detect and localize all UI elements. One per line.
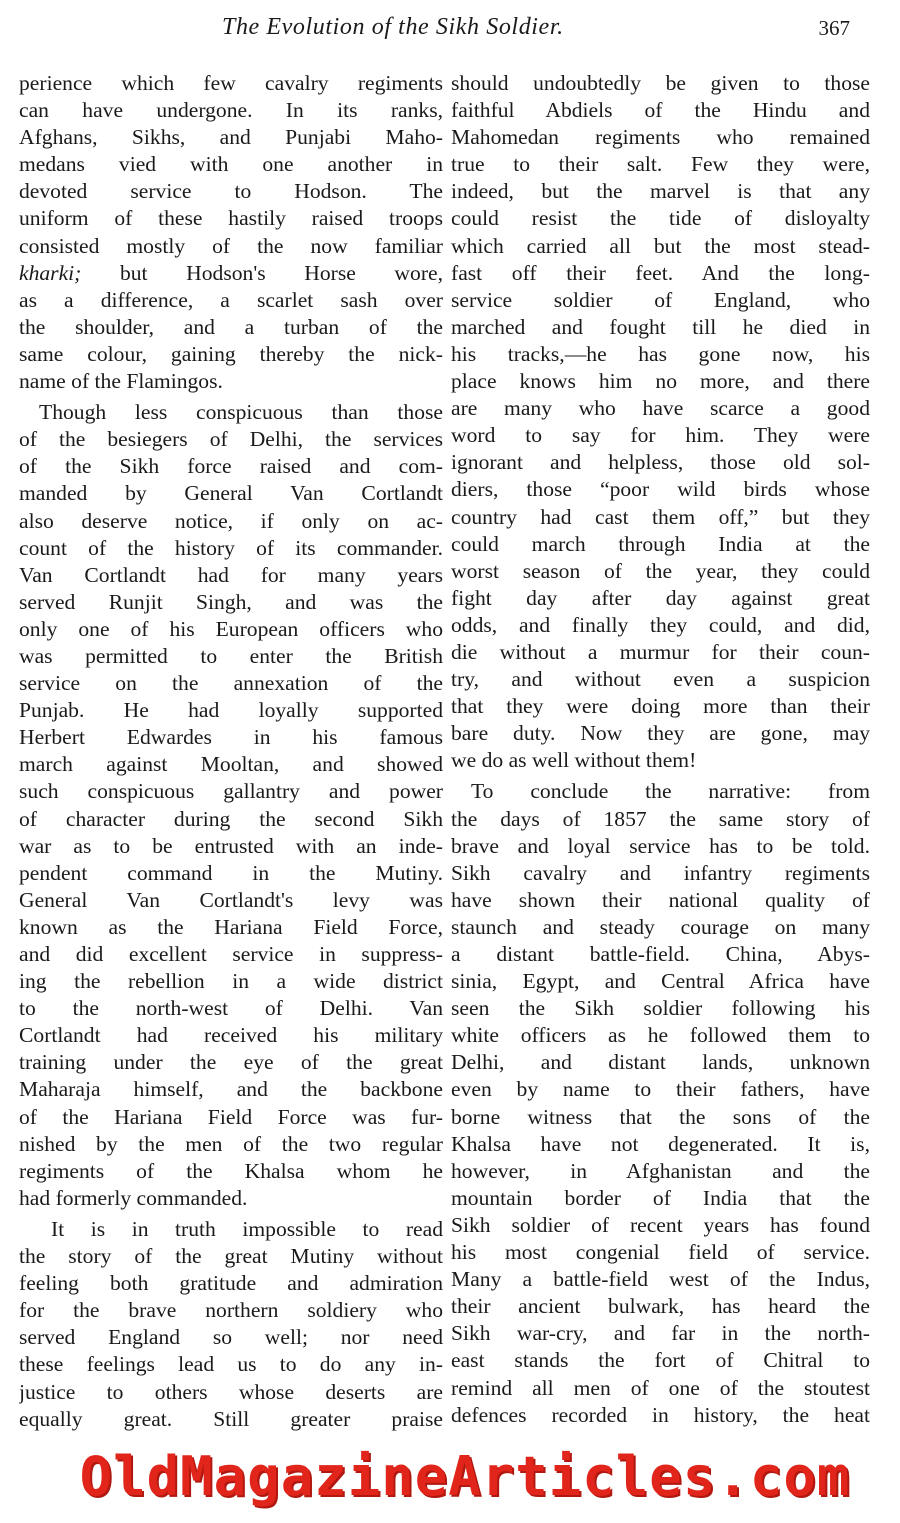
text-line: Cortlandt had received his military xyxy=(19,1023,443,1048)
text-line: should undoubtedly be given to those xyxy=(451,71,870,95)
text-line: known as the Hariana Field Force, xyxy=(19,914,443,939)
text-line: to the north-west of Delhi. Van xyxy=(19,996,443,1021)
text-line: ing the rebellion in a wide district xyxy=(19,969,443,994)
text-line: regiments of the Khalsa whom he xyxy=(19,1158,443,1183)
text-line: of the besiegers of Delhi, the services xyxy=(19,427,443,452)
text-line: which carried all but the most stead- xyxy=(451,233,870,258)
text-line: fast off their feet. And the long- xyxy=(451,260,870,285)
text-line: served Runjit Singh, and was the xyxy=(19,589,443,614)
left-column xyxy=(19,70,443,1433)
text-line: could resist the tide of disloyalty xyxy=(451,206,870,231)
running-header xyxy=(0,14,900,50)
text-line: count of the history of its commander. xyxy=(19,535,443,560)
text-line: equally great. Still greater praise xyxy=(19,1406,443,1431)
text-line: die without a murmur for their coun- xyxy=(451,639,870,664)
site-watermark: OldMagazineArticles.com xyxy=(79,1445,851,1508)
page-number: 367 xyxy=(818,16,850,40)
text-line: for the brave northern soldiery who xyxy=(19,1298,443,1323)
text-line: have shown their national quality of xyxy=(451,887,870,912)
text-line: manded by General Van Cortlandt xyxy=(19,481,443,506)
text-line: service soldier of England, who xyxy=(451,287,870,312)
text-line: ignorant and helpless, those old sol- xyxy=(451,450,870,475)
text-line: Punjab. He had loyally supported xyxy=(19,698,443,723)
kharki-italic: kharki; xyxy=(19,260,82,285)
text-line: same colour, gaining thereby the nick- xyxy=(19,341,443,366)
text-line: could march through India at the xyxy=(451,531,870,556)
text-line: Sikh cavalry and infantry regiments xyxy=(451,860,870,885)
text-line: remind all men of one of the stoutest xyxy=(451,1375,870,1400)
text-line: General Van Cortlandt's levy was xyxy=(19,887,443,912)
text-line: the story of the great Mutiny without xyxy=(19,1244,443,1269)
text-line: marched and fought till he died in xyxy=(451,314,870,339)
text-line: march against Mooltan, and showed xyxy=(19,752,443,777)
text-line: that they were doing more than their xyxy=(451,694,870,719)
text-line: war as to be entrusted with an inde- xyxy=(19,833,443,858)
text-line: perience which few cavalry regiments xyxy=(19,71,443,95)
text-line: their ancient bulwark, has heard the xyxy=(451,1294,870,1319)
text-line: country had cast them off,” but they xyxy=(451,504,870,529)
text-line: the days of 1857 the same story of xyxy=(451,806,870,831)
text-line: Sikh soldier of recent years has found xyxy=(451,1212,870,1237)
text-line: also deserve notice, if only on ac- xyxy=(19,508,443,533)
kharki-rest: but Hodson's Horse wore, xyxy=(81,260,443,285)
right-column xyxy=(451,70,870,1429)
text-line: served England so well; nor need xyxy=(19,1325,443,1350)
text-line: Though less conspicuous than those xyxy=(39,400,443,425)
text-line: Many a battle-field west of the Indus, xyxy=(451,1267,870,1292)
text-line: place knows him no more, and there xyxy=(451,369,870,394)
text-line: Maharaja himself, and the backbone xyxy=(19,1077,443,1102)
text-line: worst season of the year, they could xyxy=(451,558,870,583)
text-line: of the Hariana Field Force was fur- xyxy=(19,1104,443,1129)
text-line: nished by the men of the two regular xyxy=(19,1131,443,1156)
text-line: was permitted to enter the British xyxy=(19,643,443,668)
text-line: name of the Flamingos. xyxy=(19,369,223,394)
text-line: try, and without even a suspicion xyxy=(451,667,870,692)
text-line: however, in Afghanistan and the xyxy=(451,1158,870,1183)
text-line: such conspicuous gallantry and power xyxy=(19,779,443,804)
text-line: Afghans, Sikhs, and Punjabi Maho- xyxy=(19,125,443,150)
text-line: had formerly commanded. xyxy=(19,1185,248,1210)
text-line: and did excellent service in suppress- xyxy=(19,942,443,966)
text-line: east stands the fort of Chitral to xyxy=(451,1348,870,1373)
text-line: even by name to their fathers, have xyxy=(451,1077,870,1102)
text-line: consisted mostly of the now familiar xyxy=(19,233,443,258)
text-line: brave and loyal service has to be told. xyxy=(451,833,870,858)
text-line: training under the eye of the great xyxy=(19,1050,443,1075)
text-line: are many who have scarce a good xyxy=(451,396,870,421)
text-line: medans vied with one another in xyxy=(19,152,443,177)
text-line: borne witness that the sons of the xyxy=(451,1104,870,1129)
text-line: staunch and steady courage on many xyxy=(451,914,870,939)
text-line: of the Sikh force raised and com- xyxy=(19,454,443,479)
text-line: justice to others whose deserts are xyxy=(19,1379,443,1404)
text-line: pendent command in the Mutiny. xyxy=(19,860,443,885)
text-line-kharki xyxy=(19,260,443,287)
text-line: we do as well without them! xyxy=(451,748,697,773)
text-line: his most congenial field of service. xyxy=(451,1240,870,1265)
text-line: mountain border of India that the xyxy=(451,1185,870,1210)
text-line: odds, and finally they could, and did, xyxy=(451,612,870,637)
running-title: The Evolution of the Sikh Soldier. xyxy=(222,14,564,40)
text-line: can have undergone. In its ranks, xyxy=(19,98,443,123)
text-line: word to say for him. They were xyxy=(451,423,870,448)
text-line: Mahomedan regiments who remained xyxy=(451,125,870,150)
text-line: seen the Sikh soldier following his xyxy=(451,996,870,1021)
text-line: these feelings lead us to do any in- xyxy=(19,1352,443,1377)
text-line: uniform of these hastily raised troops xyxy=(19,206,443,231)
text-line: Herbert Edwardes in his famous xyxy=(19,725,443,750)
text-line: as a difference, a scarlet sash over xyxy=(19,287,443,312)
text-line: sinia, Egypt, and Central Africa have xyxy=(451,969,870,994)
text-line: only one of his European officers who xyxy=(19,616,443,641)
text-line: Delhi, and distant lands, unknown xyxy=(451,1050,870,1075)
text-line: a distant battle-field. China, Abys- xyxy=(451,942,870,966)
text-line: It is in truth impossible to read xyxy=(51,1216,443,1241)
text-line: his tracks,—he has gone now, his xyxy=(451,341,870,366)
text-line: devoted service to Hodson. The xyxy=(19,179,443,204)
text-line: faithful Abdiels of the Hindu and xyxy=(451,98,870,123)
text-line: feeling both gratitude and admiration xyxy=(19,1271,443,1296)
text-line: fight day after day against great xyxy=(451,585,870,610)
text-line: white officers as he followed them to xyxy=(451,1023,870,1048)
text-line: service on the annexation of the xyxy=(19,671,443,696)
text-line: diers, those “poor wild birds whose xyxy=(451,477,870,502)
text-line: To conclude the narrative: from xyxy=(471,779,870,804)
text-line: true to their salt. Few they were, xyxy=(451,152,870,177)
text-line: indeed, but the marvel is that any xyxy=(451,179,870,204)
text-line: Van Cortlandt had for many years xyxy=(19,562,443,587)
text-line: the shoulder, and a turban of the xyxy=(19,314,443,339)
text-line: of character during the second Sikh xyxy=(19,806,443,831)
text-line: defences recorded in history, the heat xyxy=(451,1402,870,1427)
text-line: Sikh war-cry, and far in the north- xyxy=(451,1321,870,1346)
text-line: bare duty. Now they are gone, may xyxy=(451,721,870,746)
text-line: Khalsa have not degenerated. It is, xyxy=(451,1131,870,1156)
